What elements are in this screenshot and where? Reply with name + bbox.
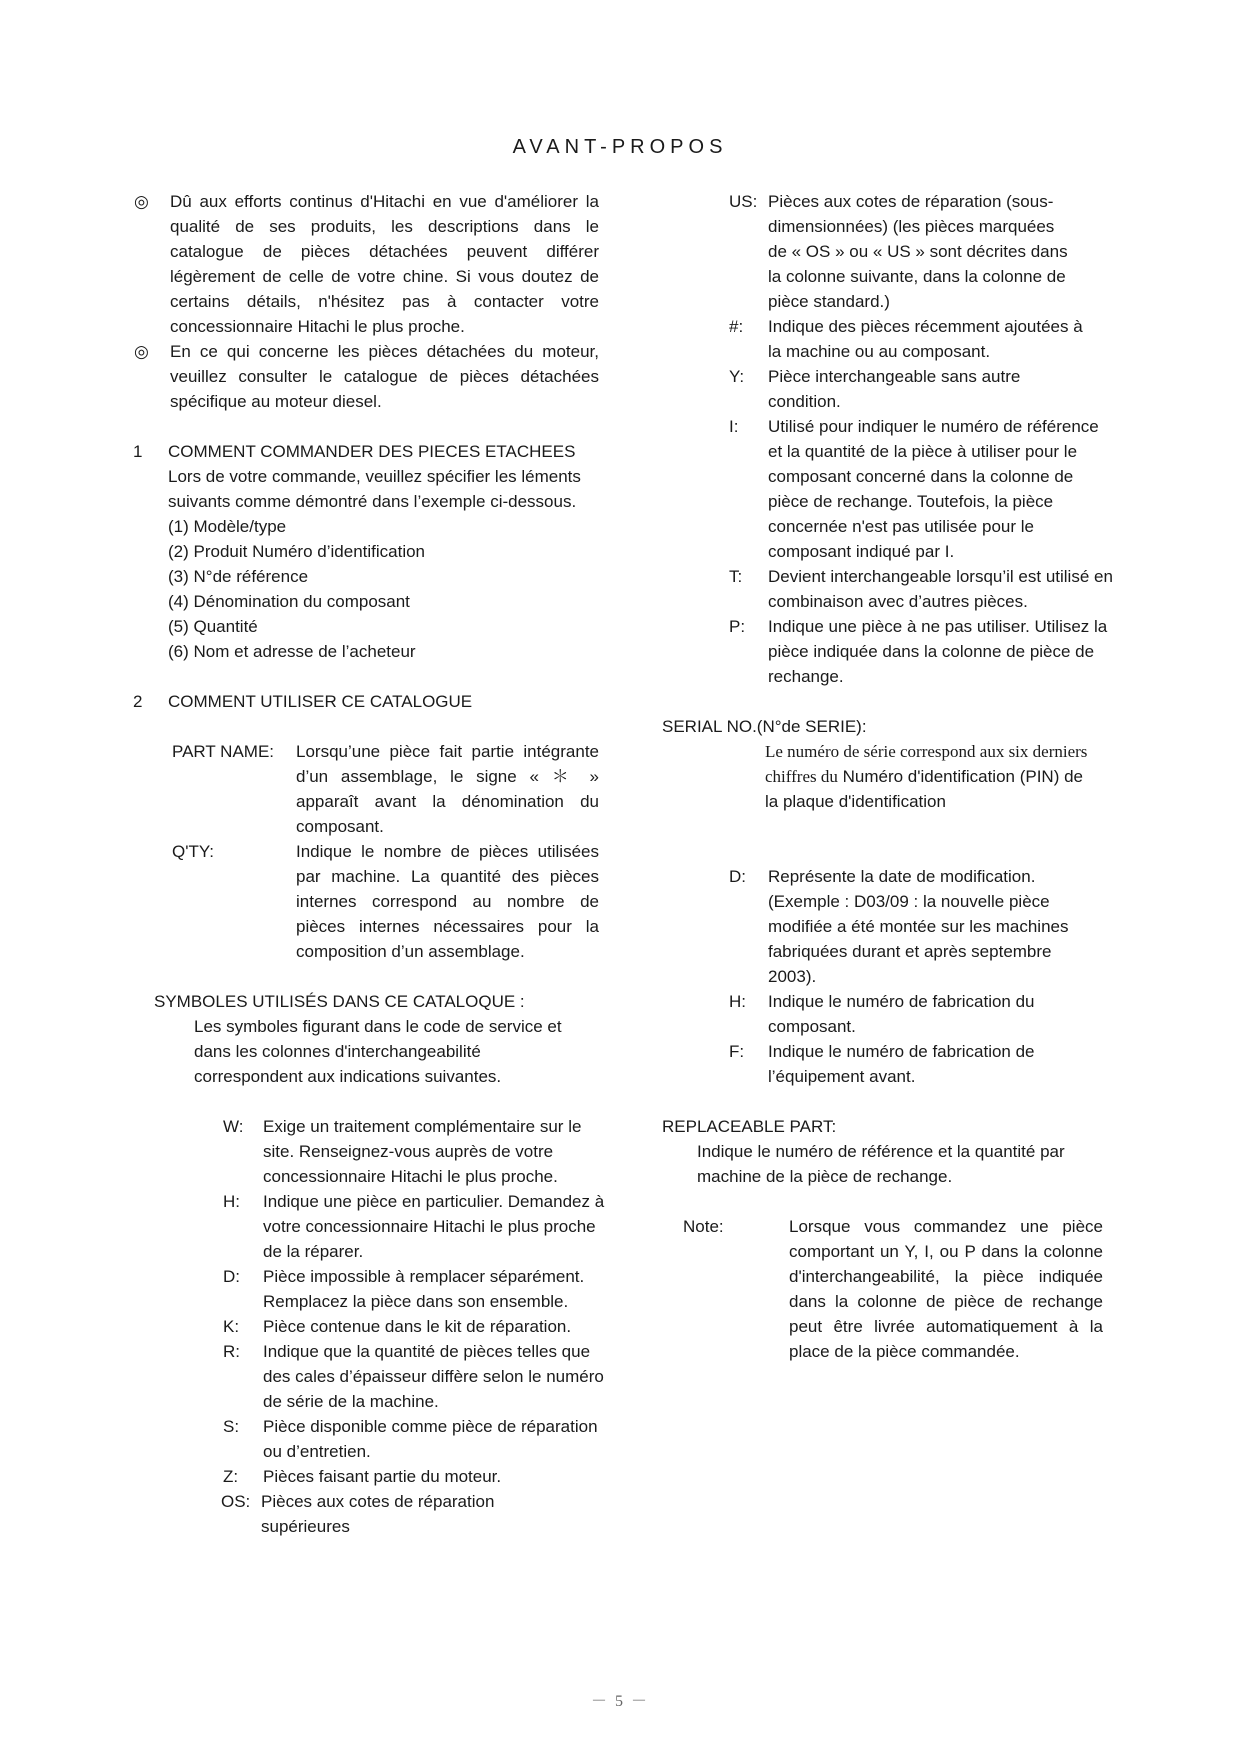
- symbol-key-h: H:: [223, 1192, 240, 1211]
- symbol-desc-d: Pièce impossible à remplacer séparément. Remplacez la pièce dans son ensemble.: [263, 1267, 585, 1311]
- symbol-desc-os: Pièces aux cotes de réparation supérieures: [261, 1492, 495, 1536]
- list-item: (1) Modèle/type: [168, 517, 287, 536]
- symbol-desc-d2: Représente la date de modification. (Exemple : D03/09 : la nouvelle pièce modifiée a été montée sur les machines fabriquées durant et après septembre 2003).: [768, 867, 1069, 986]
- symbol-desc-w: Exige un traitement complémentaire sur le site. Renseignez-vous auprès de votre concessionnaire Hitachi le plus proche.: [263, 1117, 582, 1186]
- serial-description-part1: Le numéro de série correspond aux six derniers chiffres du: [765, 742, 1088, 786]
- symbol-desc-y: Pièce interchangeable sans autre condition.: [768, 367, 1021, 411]
- qty-description: Indique le nombre de pièces utilisées par machine. La quantité des pièces internes correspond au nombre de pièces internes nécessaires pour la composition d’un assemblage.: [296, 842, 599, 961]
- symbol-desc-k: Pièce contenue dans le kit de réparation.: [263, 1317, 572, 1336]
- replaceable-description: Indique le numéro de référence et la quantité par machine de la pièce de rechange.: [697, 1142, 1065, 1186]
- qty-label: Q'TY:: [172, 842, 214, 861]
- order-list: [168, 514, 608, 664]
- symbol-key-us: US:: [729, 192, 758, 211]
- symbol-desc-f: Indique le numéro de fabrication de l’équipement avant.: [768, 1042, 1035, 1086]
- symbol-key-w: W:: [223, 1117, 244, 1136]
- symbol-key-k: K:: [223, 1317, 240, 1336]
- symbol-key-s: S:: [223, 1417, 240, 1436]
- section-title-order: COMMENT COMMANDER DES PIECES ETACHEES: [168, 442, 576, 461]
- section-number-2: 2: [133, 692, 143, 711]
- symbol-key-os: OS:: [221, 1492, 251, 1511]
- list-item: (3) N°de référence: [168, 567, 309, 586]
- symbol-key-y: Y:: [729, 367, 745, 386]
- bullet-icon: ◎: [134, 342, 149, 361]
- intro-paragraph-1: Dû aux efforts continus d'Hitachi en vue d'améliorer la qualité de ses produits, les descriptions dans le catalogue de pièces détachées peuvent différer légèrement de celle de votre chine. Si vous doutez de certains détails, n'hésitez pas à contacter votre concessionnaire Hitachi le plus proche.: [170, 192, 599, 336]
- symbol-key-t: T:: [729, 567, 743, 586]
- replaceable-title: REPLACEABLE PART:: [662, 1117, 837, 1136]
- symbols-intro: Les symboles figurant dans le code de service et dans les colonnes d'interchangeabilité correspondent aux indications suivantes.: [194, 1017, 562, 1086]
- list-item: (2) Produit Numéro d’identification: [168, 542, 426, 561]
- part-name-label: PART NAME:: [172, 742, 275, 761]
- serial-title: SERIAL NO.(N°de SERIE):: [662, 717, 867, 736]
- symbol-key-h2: H:: [729, 992, 746, 1011]
- symbol-desc-t: Devient interchangeable lorsqu’il est utilisé en combinaison avec d’autres pièces.: [768, 567, 1113, 611]
- symbol-key-z: Z:: [223, 1467, 239, 1486]
- list-item: (6) Nom et adresse de l’acheteur: [168, 642, 416, 661]
- symbol-key-f: F:: [729, 1042, 745, 1061]
- symbol-desc-us: Pièces aux cotes de réparation (sous-dimensionnées) (les pièces marquées de « OS » ou « US » sont décrites dans la colonne suivante, dans la colonne de pièce standard.): [768, 192, 1068, 311]
- note-description: Lorsque vous commandez une pièce comportant un Y, I, ou P dans la colonne d'interchangeabilité, la pièce indiquée dans la colonne de pièce de rechange peut être livrée automatiquement à la place de la pièce commandée.: [789, 1217, 1103, 1361]
- page-number: － 5 －: [590, 1693, 649, 1710]
- order-intro: Lors de votre commande, veuillez spécifier les léments suivants comme démontré dans l’exemple ci-dessous.: [168, 467, 581, 511]
- list-item: (5) Quantité: [168, 617, 258, 636]
- symbol-desc-h: Indique une pièce en particulier. Demandez à votre concessionnaire Hitachi le plus proche de la réparer.: [263, 1192, 605, 1261]
- bullet-icon: ◎: [134, 192, 149, 211]
- section-number-1: 1: [133, 442, 143, 461]
- symbol-desc-s: Pièce disponible comme pièce de réparation ou d’entretien.: [263, 1417, 598, 1461]
- list-item: (4) Dénomination du composant: [168, 592, 410, 611]
- serial-description-part2: Numéro d'identification (PIN) de la plaque d'identification: [765, 767, 1084, 811]
- symbol-key-d2: D:: [729, 867, 746, 886]
- symbol-key-p: P:: [729, 617, 746, 636]
- symbol-key-hash: #:: [729, 317, 744, 336]
- note-label: Note:: [683, 1217, 724, 1236]
- part-name-description: Lorsqu’une pièce fait partie intégrante d’un assemblage, le signe « ＊ » apparaît avant la dénomination du composant.: [296, 742, 599, 836]
- symbol-key-r: R:: [223, 1342, 240, 1361]
- intro-paragraph-2: En ce qui concerne les pièces détachées du moteur, veuillez consulter le catalogue de pièces détachées spécifique au moteur diesel.: [170, 342, 599, 411]
- serial-description: [765, 739, 1095, 814]
- symbol-key-d: D:: [223, 1267, 240, 1286]
- symbol-desc-p: Indique une pièce à ne pas utiliser. Utilisez la pièce indiquée dans la colonne de pièce de rechange.: [768, 617, 1108, 686]
- symbol-desc-r: Indique que la quantité de pièces telles que des cales d’épaisseur diffère selon le numéro de série de la machine.: [263, 1342, 604, 1411]
- symbols-title: SYMBOLES UTILISÉS DANS CE CATALOQUE :: [154, 992, 525, 1011]
- symbol-desc-hash: Indique des pièces récemment ajoutées à la machine ou au composant.: [768, 317, 1083, 361]
- symbol-desc-i: Utilisé pour indiquer le numéro de référence et la quantité de la pièce à utiliser pour le composant concerné dans la colonne de pièce de rechange. Toutefois, la pièce concernée n'est pas utilisée pour le composant indiqué par I.: [768, 417, 1099, 561]
- symbol-key-i: I:: [729, 417, 739, 436]
- section-title-usage: COMMENT UTILISER CE CATALOGUE: [168, 692, 473, 711]
- symbol-desc-z: Pièces faisant partie du moteur.: [263, 1467, 502, 1486]
- page-title: AVANT-PROPOS: [512, 136, 728, 158]
- symbol-desc-h2: Indique le numéro de fabrication du composant.: [768, 992, 1035, 1036]
